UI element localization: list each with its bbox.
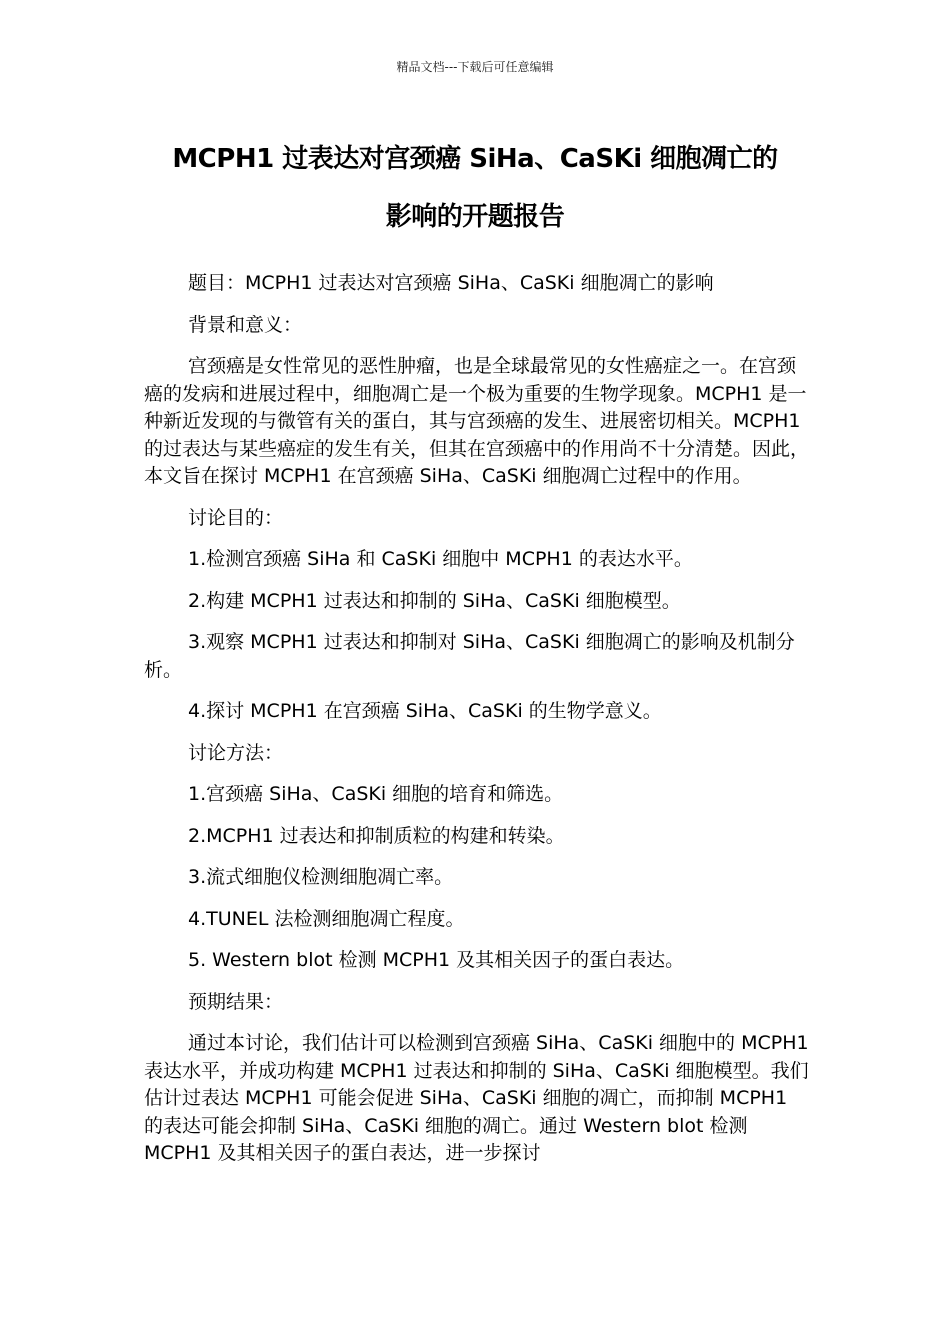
background-paragraph: 宫颈癌是女性常见的恶性肿瘤，也是全球最常见的女性癌症之一。在宫颈癌的发病和进展过程中，细胞凋亡是一个极为重要的生物学现象。MCPH1 是一种新近发现的与微管有关的蛋白，其与宫颈癌的发生、进展密切相关。MCPH1 的过表达与某些癌症的发生有关，但其在宫颈癌中的作用尚不十分清楚。因此，本文旨在探讨 MCPH1 在宫颈癌 SiHa、CaSKi 细胞凋亡过程中的作用。 xyxy=(144,355,810,487)
purpose-item-1: 1.检测宫颈癌 SiHa 和 CaSKi 细胞中 MCPH1 的表达水平。 xyxy=(188,548,693,570)
method-item-1: 1.宫颈癌 SiHa、CaSKi 细胞的培育和筛选。 xyxy=(188,783,564,805)
document-title-line-2: 影响的开题报告 xyxy=(385,202,565,232)
section-heading-methods: 讨论方法： xyxy=(188,741,284,764)
document-body xyxy=(144,270,809,1182)
expected-results-paragraph: 通过本讨论，我们估计可以检测到宫颈癌 SiHa、CaSKi 细胞中的 MCPH1 表达水平，并成功构建 MCPH1 过表达和抑制的 SiHa、CaSKi 细胞模型。我们估计过表达 MCPH1 可能会促进 SiHa、CaSKi 细胞的凋亡，而抑制 MCPH1 的表达可能会抑制 SiHa、CaSKi 细胞的凋亡。通过 Western blot 检测 MCPH1 及其相关因子的蛋白表达，进一步探讨 xyxy=(144,1032,809,1164)
section-heading-purpose: 讨论目的： xyxy=(188,506,284,529)
document-title-line-1: MCPH1 过表达对宫颈癌 SiHa、CaSKi 细胞凋亡的 xyxy=(172,144,778,174)
purpose-item-2: 2.构建 MCPH1 过表达和抑制的 SiHa、CaSKi 细胞模型。 xyxy=(188,589,681,612)
method-item-3: 3.流式细胞仪检测细胞凋亡率。 xyxy=(188,866,454,888)
method-item-4: 4.TUNEL 法检测细胞凋亡程度。 xyxy=(188,907,465,930)
method-item-2: 2.MCPH1 过表达和抑制质粒的构建和转染。 xyxy=(188,824,565,847)
section-heading-background: 背景和意义： xyxy=(188,313,303,336)
section-heading-expected-results: 预期结果： xyxy=(188,990,284,1013)
topic-paragraph: 题目：MCPH1 过表达对宫颈癌 SiHa、CaSKi 细胞凋亡的影响 xyxy=(188,272,714,294)
purpose-item-4: 4.探讨 MCPH1 在宫颈癌 SiHa、CaSKi 的生物学意义。 xyxy=(188,700,662,722)
purpose-item-3: 3.观察 MCPH1 过表达和抑制对 SiHa、CaSKi 细胞凋亡的影响及机制分析。 xyxy=(144,631,795,681)
method-item-5: 5. Western blot 检测 MCPH1 及其相关因子的蛋白表达。 xyxy=(188,949,685,971)
header-note: 精品文档---下载后可任意编辑 xyxy=(396,60,554,74)
